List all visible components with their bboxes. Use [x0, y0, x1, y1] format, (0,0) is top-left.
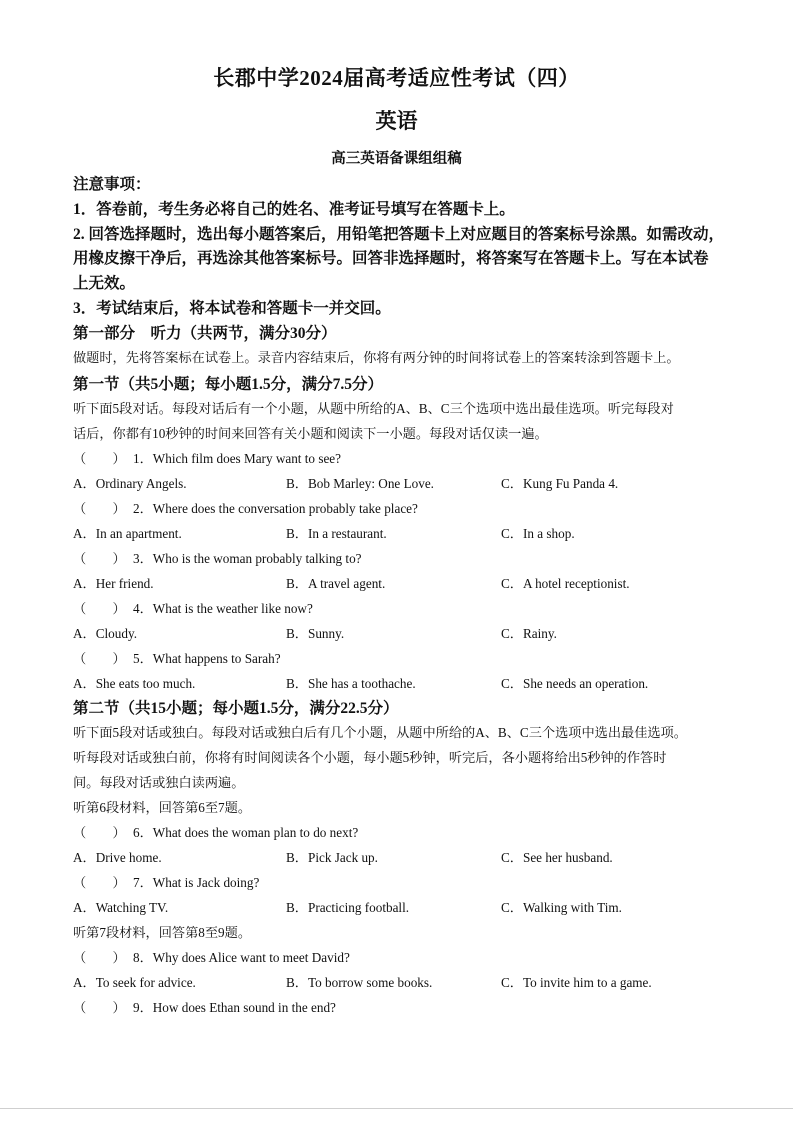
question-stem: [73, 498, 418, 517]
option-b: B．Practicing football.: [286, 900, 410, 915]
section1-heading: 第一节（共5小题；每小题1.5分，满分7.5分）: [73, 376, 384, 393]
option-a: A．Drive home.: [73, 850, 162, 865]
option-c: C．Kung Fu Panda 4.: [501, 476, 619, 491]
subject-title: 英语: [375, 109, 418, 133]
option-a: A．Her friend.: [73, 576, 154, 591]
option-b: B．Pick Jack up.: [286, 850, 378, 865]
option-c: C．A hotel receptionist.: [501, 576, 630, 591]
notes-heading: 注意事项：: [73, 176, 151, 193]
page-divider: [0, 1108, 793, 1109]
option-c: C．To invite him to a game.: [501, 975, 652, 990]
section2-heading: 第二节（共15小题；每小题1.5分，满分22.5分）: [73, 700, 399, 717]
answer-blank[interactable]: （ ）: [73, 825, 126, 840]
part1-intro: 做题时，先将答案标在试卷上。录音内容结束后，你将有两分钟的时间将试卷上的答案转涂到答题卡上。: [73, 350, 680, 365]
question-text: 9．How does Ethan sound in the end?: [133, 1000, 336, 1015]
option-c: C．Walking with Tim.: [501, 900, 622, 915]
question-stem: [73, 548, 362, 567]
option-b: B．To borrow some books.: [286, 975, 433, 990]
material-note: 听第7段材料，回答第8至9题。: [73, 925, 252, 940]
section1-intro: 话后，你都有10秒钟的时间来回答有关小题和阅读下一小题。每段对话仅读一遍。: [73, 426, 548, 441]
answer-blank[interactable]: （ ）: [73, 451, 126, 466]
question-text: 4．What is the weather like now?: [133, 601, 313, 616]
option-a: A．She eats too much.: [73, 676, 196, 691]
option-a: A．Watching TV.: [73, 900, 169, 915]
section2-intro: 听下面5段对话或独白。每段对话或独白后有几个小题，从题中所给的A、B、C三个选项中选出最佳选项。: [73, 725, 687, 740]
note-item: 3．考试结束后，将本试卷和答题卡一并交回。: [73, 300, 391, 317]
option-a: A．To seek for advice.: [73, 975, 196, 990]
section2-intro: 听每段对话或独白前，你将有时间阅读各个小题，每小题5秒钟，听完后，各小题将给出5秒钟的作答时: [73, 750, 667, 765]
author-line: 高三英语备课组组稿: [331, 151, 462, 167]
option-a: A．Ordinary Angels.: [73, 476, 187, 491]
option-b: B．In a restaurant.: [286, 526, 387, 541]
option-b: B．Bob Marley: One Love.: [286, 476, 434, 491]
option-c: C．In a shop.: [501, 526, 575, 541]
exam-title: 长郡中学2024届高考适应性考试（四）: [213, 66, 580, 90]
part1-heading: 第一部分 听力（共两节，满分30分）: [73, 325, 337, 342]
question-text: 8．Why does Alice want to meet David?: [133, 950, 350, 965]
question-text: 3．Who is the woman probably talking to?: [133, 551, 362, 566]
note-item: 2. 回答选择题时，选出每小题答案后，用铅笔把答题卡上对应题目的答案标号涂黑。如需改动，: [73, 226, 725, 243]
question-text: 7．What is Jack doing?: [133, 875, 260, 890]
option-c: C．See her husband.: [501, 850, 613, 865]
question-stem: [73, 947, 350, 966]
question-text: 1．Which film does Mary want to see?: [133, 451, 342, 466]
option-b: B．She has a toothache.: [286, 676, 416, 691]
question-text: 2．Where does the conversation probably take place?: [133, 501, 418, 516]
answer-blank[interactable]: （ ）: [73, 875, 126, 890]
question-text: 6．What does the woman plan to do next?: [133, 825, 359, 840]
question-text: 5．What happens to Sarah?: [133, 651, 281, 666]
question-stem: [73, 822, 358, 841]
section1-intro: 听下面5段对话。每段对话后有一个小题，从题中所给的A、B、C三个选项中选出最佳选项。听完每段对: [73, 401, 674, 416]
option-a: A．In an apartment.: [73, 526, 182, 541]
question-stem: [73, 997, 336, 1016]
question-stem: [73, 448, 341, 467]
option-c: C．Rainy.: [501, 626, 557, 641]
question-stem: [73, 872, 259, 891]
option-b: B．Sunny.: [286, 626, 345, 641]
section2-intro: 间。每段对话或独白读两遍。: [73, 775, 245, 790]
option-a: A．Cloudy.: [73, 626, 137, 641]
answer-blank[interactable]: （ ）: [73, 601, 126, 616]
question-stem: [73, 648, 281, 667]
answer-blank[interactable]: （ ）: [73, 551, 126, 566]
answer-blank[interactable]: （ ）: [73, 501, 126, 516]
note-item: 1．答卷前，考生务必将自己的姓名、准考证号填写在答题卡上。: [73, 201, 515, 218]
note-item: 用橡皮擦干净后，再选涂其他答案标号。回答非选择题时，将答案写在答题卡上。写在本试卷: [73, 250, 709, 267]
note-item: 上无效。: [73, 275, 136, 292]
answer-blank[interactable]: （ ）: [73, 1000, 126, 1015]
option-b: B．A travel agent.: [286, 576, 386, 591]
answer-blank[interactable]: （ ）: [73, 651, 126, 666]
material-note: 听第6段材料，回答第6至7题。: [73, 800, 252, 815]
question-stem: [73, 598, 313, 617]
option-c: C．She needs an operation.: [501, 676, 649, 691]
answer-blank[interactable]: （ ）: [73, 950, 126, 965]
